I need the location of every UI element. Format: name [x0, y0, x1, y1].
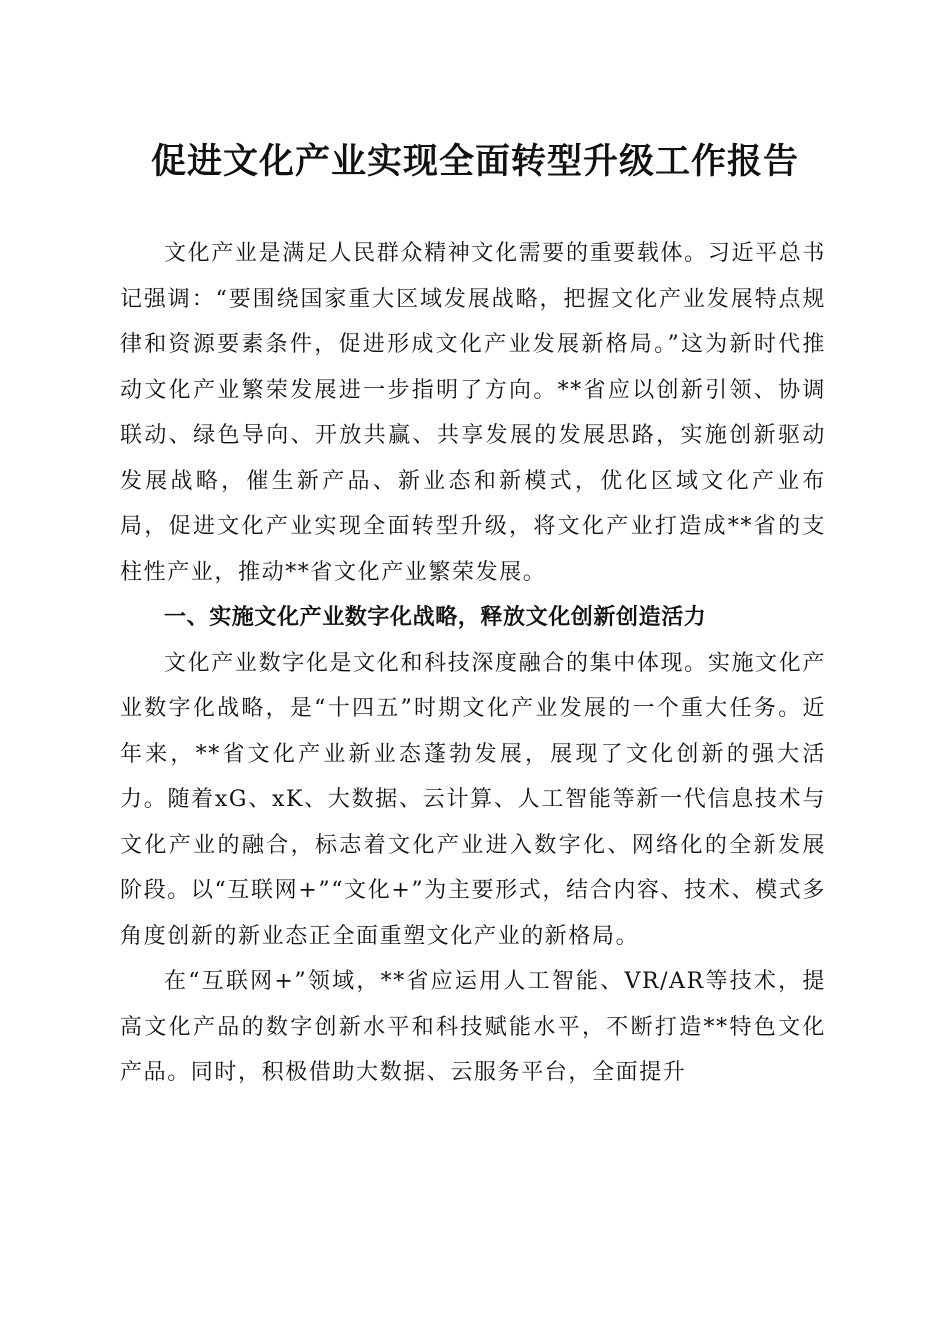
- section1-paragraph-2: 在“互联网+”领域，**省应运用人工智能、VR/AR等技术，提高文化产品的数字创新水平和科技赋能水平，不断打造**特色文化产品。同时，积极借助大数据、云服务平台，全面提升: [120, 969, 826, 1085]
- document-body: [120, 231, 826, 1096]
- document-title: 促进文化产业实现全面转型升级工作报告: [150, 141, 799, 182]
- section1-paragraph-1: 文化产业数字化是文化和科技深度融合的集中体现。实施文化产业数字化战略，是“十四五”时期文化产业发展的一个重大任务。近年来，**省文化产业新业态蓬勃发展，展现了文化创新的强大活力。随着xG、xK、大数据、云计算、人工智能等新一代信息技术与文化产业的融合，标志着文化产业进入数字化、网络化的全新发展阶段。以“互联网+”“文化+”为主要形式，结合内容、技术、模式多角度创新的新业态正全面重塑文化产业的新格局。: [120, 650, 826, 949]
- section-heading-1: 一、实施文化产业数字化战略，释放文化创新创造活力: [164, 605, 707, 630]
- intro-paragraph: 文化产业是满足人民群众精神文化需要的重要载体。习近平总书记强调：“要围绕国家重大区域发展战略，把握文化产业发展特点规律和资源要素条件，促进形成文化产业发展新格局。”这为新时代推动文化产业繁荣发展进一步指明了方向。**省应以创新引领、协调联动、绿色导向、开放共赢、共享发展的发展思路，实施创新驱动发展战略，催生新产品、新业态和新模式，优化区域文化产业布局，促进文化产业实现全面转型升级，将文化产业打造成**省的支柱性产业，推动**省文化产业繁荣发展。: [120, 241, 826, 585]
